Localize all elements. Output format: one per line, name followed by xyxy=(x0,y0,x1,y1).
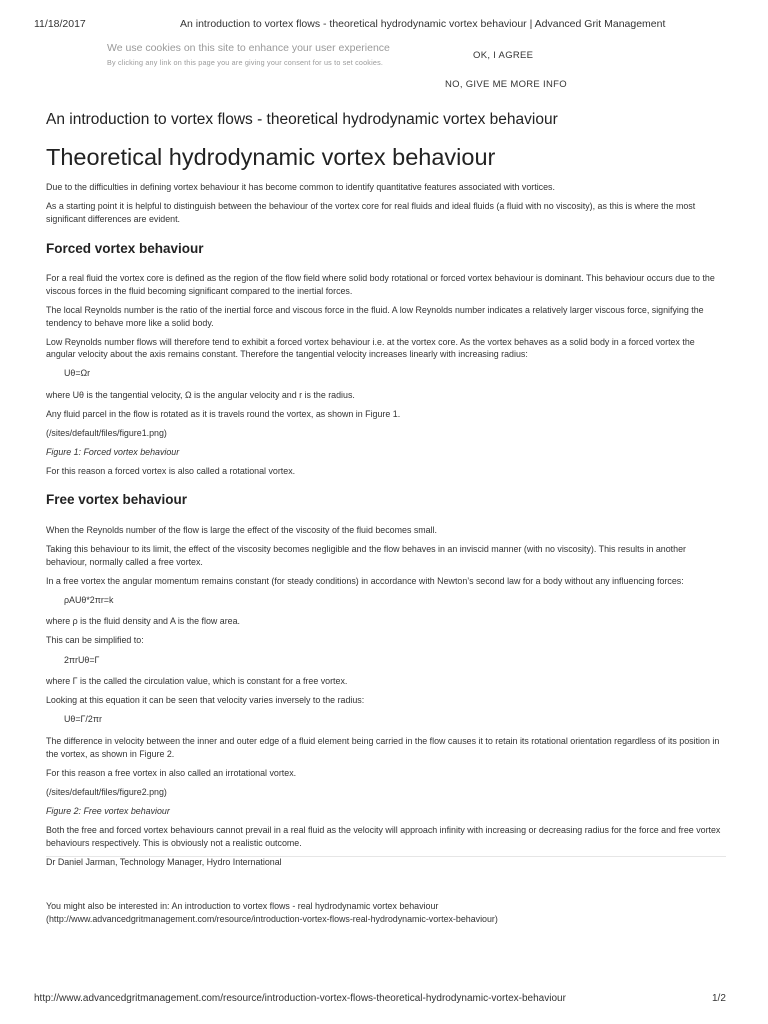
author-credit: Dr Daniel Jarman, Technology Manager, Hydro International xyxy=(46,856,282,867)
breadcrumb-title: An introduction to vortex flows - theoretical hydrodynamic vortex behaviour xyxy=(46,111,558,128)
paragraph: where ρ is the fluid density and A is the flow area. xyxy=(46,616,240,627)
article-body xyxy=(46,181,726,875)
cookie-banner-heading: We use cookies on this site to enhance your user experience xyxy=(107,42,390,54)
related-article xyxy=(46,900,736,925)
paragraph: The difference in velocity between the inner and outer edge of a fluid element being carried in the flow causes it to retain its rotational orientation regardless of its position in the vortex, as shown in Figure 2. xyxy=(46,735,720,759)
print-date: 11/18/2017 xyxy=(34,18,86,30)
paragraph: Both the free and forced vortex behaviours cannot prevail in a real fluid as the velocity will approach infinity with increasing or decreasing radius for the force and free vortex behaviours respectively. This is obviously not a realistic outcome. xyxy=(46,824,721,848)
paragraph: For a real fluid the vortex core is defined as the region of the flow field where solid body rotational or forced vortex behaviour is dominant. This behaviour occurs due to the viscous forces in the fluid becoming significant compared to the inertial forces. xyxy=(46,273,715,296)
paragraph: Looking at this equation it can be seen that velocity varies inversely to the radius: xyxy=(46,695,365,706)
paragraph: In a free vortex the angular momentum remains constant (for steady conditions) in accordance with Newton’s second law for a body without any influencing forces: xyxy=(46,575,684,586)
cookie-agree-button[interactable]: OK, I AGREE xyxy=(473,50,534,61)
paragraph: Taking this behaviour to its limit, the effect of the viscosity becomes negligible and the flow behaves in an inviscid manner (with no viscosity). This results in another behaviour, normally called a free vortex. xyxy=(46,544,686,567)
figure-2-link[interactable]: (/sites/default/files/figure2.png) xyxy=(46,786,167,797)
paragraph: For this reason a forced vortex is also called a rotational vortex. xyxy=(46,466,296,477)
forced-vortex-heading: Forced vortex behaviour xyxy=(46,241,204,257)
print-page-number: 1/2 xyxy=(712,993,726,1004)
paragraph: where Uθ is the tangential velocity, Ω is the angular velocity and r is the radius. xyxy=(46,389,355,400)
free-vortex-heading: Free vortex behaviour xyxy=(46,491,188,507)
paragraph: Low Reynolds number flows will therefore tend to exhibit a forced vortex behaviour i.e. at the vortex core. As the vortex behaves as a solid body in a forced vortex the angular velocity about the axis remains constant. Therefore the tangential velocity increases linearly with increasing radius: xyxy=(46,336,695,360)
intro-paragraph: As a starting point it is helpful to distinguish between the behaviour of the vortex core for real fluids and ideal fluids (a fluid with no viscosity), as this is where the most significant differences are evident. xyxy=(46,201,696,224)
paragraph: Any fluid parcel in the flow is rotated as it is travels round the vortex, as shown in Figure 1. xyxy=(46,409,401,420)
intro-paragraph: Due to the difficulties in defining vortex behaviour it has become common to identify quantitative features associated with vortices. xyxy=(46,182,555,192)
related-text[interactable]: You might also be interested in: An introduction to vortex flows - real hydrodynamic vortex behaviour xyxy=(46,901,439,911)
paragraph: where Γ is the called the circulation value, which is constant for a free vortex. xyxy=(46,676,348,687)
paragraph: For this reason a free vortex in also called an irrotational vortex. xyxy=(46,767,297,778)
paragraph: When the Reynolds number of the flow is large the effect of the viscosity of the fluid becomes small. xyxy=(46,524,438,535)
equation: Uθ=Γ/2πr xyxy=(64,714,102,725)
page-title: Theoretical hydrodynamic vortex behaviour xyxy=(46,144,496,170)
paragraph: The local Reynolds number is the ratio of the inertial force and viscous force in the fluid. A low Reynolds number indicates a relatively larger viscous force, signifying the tendency to behave more like a solid body. xyxy=(46,304,704,328)
paragraph: This can be simplified to: xyxy=(46,635,144,646)
print-footer-url: http://www.advancedgritmanagement.com/resource/introduction-vortex-flows-theoretical-hydrodynamic-vortex-behaviour xyxy=(34,993,566,1004)
equation: 2πrUθ=Γ xyxy=(64,654,100,665)
figure-1-link[interactable]: (/sites/default/files/figure1.png) xyxy=(46,428,167,439)
cookie-more-info-button[interactable]: NO, GIVE ME MORE INFO xyxy=(445,79,567,90)
divider xyxy=(46,856,726,857)
figure-2-caption: Figure 2: Free vortex behaviour xyxy=(46,805,170,816)
equation: Uθ=Ωr xyxy=(64,368,91,379)
cookie-banner-subtext: By clicking any link on this page you are giving your consent for us to set cookies. xyxy=(107,58,384,67)
print-header-title: An introduction to vortex flows - theoretical hydrodynamic vortex behaviour | Advanced Grit Management xyxy=(180,18,666,30)
related-url-link[interactable]: (http://www.advancedgritmanagement.com/resource/introduction-vortex-flows-real-hydrodynamic-vortex-behaviour) xyxy=(46,913,498,924)
equation: ρAUθ*2πr=k xyxy=(64,594,114,605)
figure-1-caption: Figure 1: Forced vortex behaviour xyxy=(46,447,180,458)
